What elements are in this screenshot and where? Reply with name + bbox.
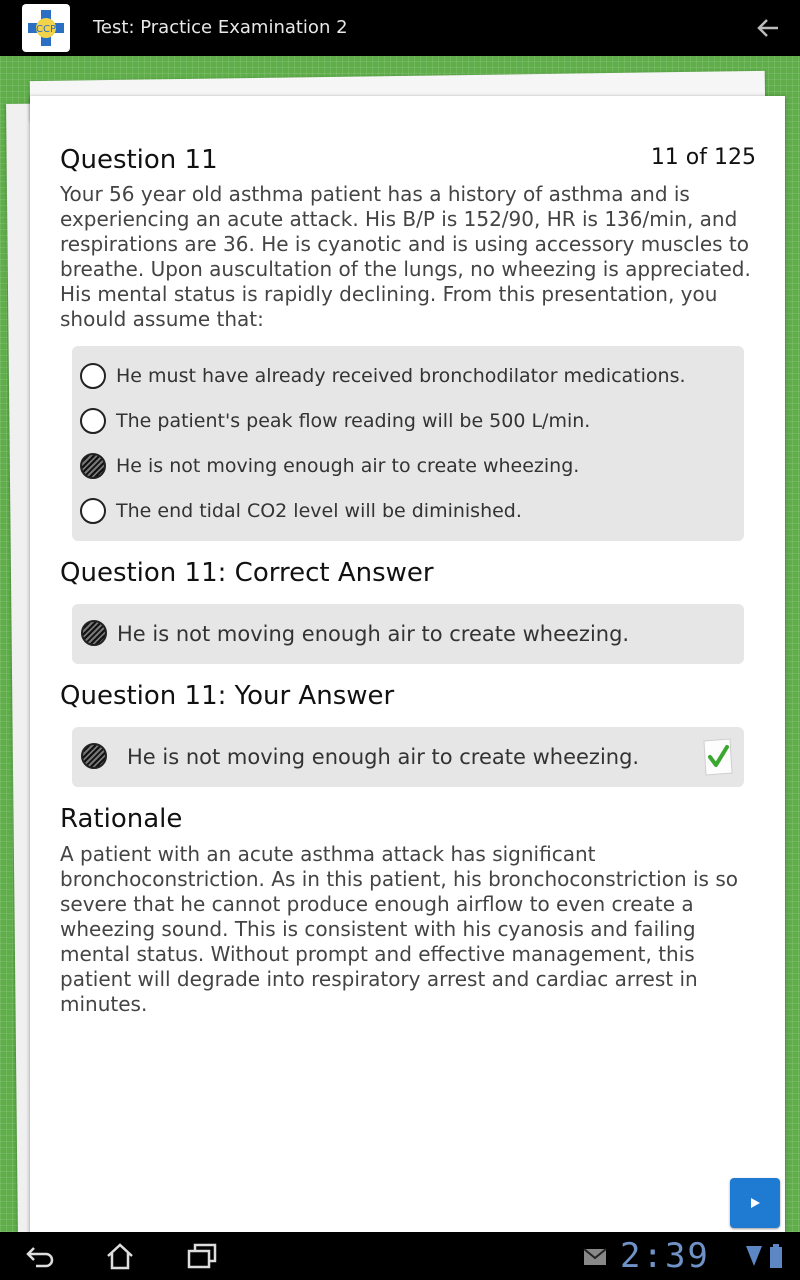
option-label: He must have already received bronchodilator medications.	[116, 365, 686, 387]
signal-icon	[744, 1242, 764, 1270]
recent-apps-icon[interactable]	[186, 1242, 218, 1270]
radio-button[interactable]	[80, 363, 106, 389]
app-logo-icon[interactable]	[22, 4, 70, 52]
app-title: Test: Practice Examination 2	[93, 17, 348, 38]
radio-button[interactable]	[80, 498, 106, 524]
option-label: He is not moving enough air to create wheezing.	[116, 455, 580, 477]
your-answer-box	[72, 727, 744, 787]
question-title: Question 11	[60, 145, 218, 175]
mail-notification-icon[interactable]	[582, 1246, 608, 1268]
correct-answer-text: He is not moving enough air to create wheezing.	[117, 622, 630, 646]
status-clock: 2:39	[620, 1236, 710, 1276]
your-answer-heading: Question 11: Your Answer	[60, 681, 395, 711]
option-2[interactable]	[80, 401, 590, 441]
battery-icon	[768, 1242, 784, 1270]
next-question-button[interactable]	[730, 1178, 780, 1228]
option-label: The end tidal CO2 level will be diminished.	[116, 500, 522, 522]
check-icon	[702, 737, 734, 777]
question-counter: 11 of 125	[650, 145, 756, 170]
radio-button-selected[interactable]	[80, 453, 106, 479]
option-4[interactable]	[80, 491, 522, 531]
option-1[interactable]	[80, 356, 686, 396]
svg-text:CCP: CCP	[36, 24, 56, 35]
play-arrow-icon	[748, 1196, 762, 1210]
back-arrow-icon[interactable]	[754, 14, 782, 42]
correct-answer-heading: Question 11: Correct Answer	[60, 558, 434, 588]
option-label: The patient's peak flow reading will be 500 L/min.	[116, 410, 591, 432]
back-nav-icon[interactable]	[24, 1242, 56, 1270]
correct-answer-box	[72, 604, 744, 664]
rationale-heading: Rationale	[60, 804, 183, 834]
radio-indicator-icon	[81, 743, 107, 769]
home-icon[interactable]	[104, 1242, 136, 1270]
radio-button[interactable]	[80, 408, 106, 434]
question-text: Your 56 year old asthma patient has a history of asthma and is experiencing an acute attack. His B/P is 152/90, HR is 136/min, and respirations are 36. He is cyanotic and is using accessory muscles to breathe. Upon auscultation of the lungs, no wheezing is appreciated. His mental status is rapidly declining. From this presentation, you should assume that:	[60, 182, 751, 331]
action-bar	[0, 0, 800, 56]
rationale-text: A patient with an acute asthma attack has significant bronchoconstriction. As in this patient, his bronchoconstriction is so severe that he cannot produce enough airflow to even create a wheezing sound. This is consistent with his cyanosis and failing mental status. Without prompt and effective management, this patient will degrade into respiratory arrest and cardiac arrest in minutes.	[60, 842, 738, 1016]
radio-indicator-icon	[81, 620, 107, 646]
option-3[interactable]	[80, 446, 579, 486]
answer-options	[72, 346, 744, 541]
your-answer-text: He is not moving enough air to create wheezing.	[127, 745, 640, 769]
